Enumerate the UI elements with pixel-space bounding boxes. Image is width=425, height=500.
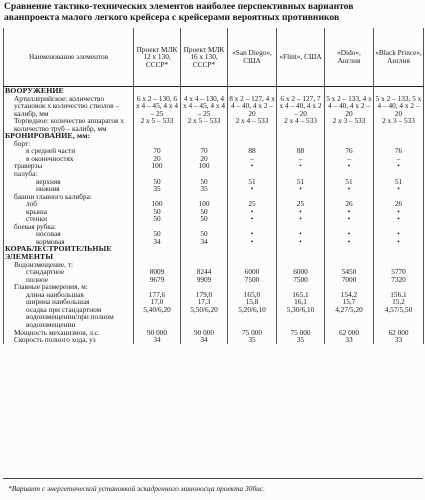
table-cell: 4 x 4 – 130, 4 x 4 – 45, 4 x 4 – 25	[181, 95, 228, 118]
table-cell: •	[228, 238, 277, 246]
section-row	[4, 245, 424, 260]
table-row	[4, 178, 424, 186]
row-label: лоб	[4, 200, 134, 208]
section-label: БРОНИРОВАНИЕ, мм:	[4, 132, 134, 140]
table-cell	[181, 132, 228, 140]
table-cell: •	[277, 215, 325, 223]
table-cell: •	[228, 162, 277, 170]
table-cell: 51	[277, 178, 325, 186]
table-row	[4, 200, 424, 208]
table-cell: 17,0	[134, 298, 181, 306]
table-row	[4, 268, 424, 276]
table-cell: 2 x 3 – 533	[374, 117, 424, 132]
row-label: осадка при стандартном водоизмещении/при полном водоизмещении	[4, 306, 134, 329]
table-cell	[181, 245, 228, 260]
title-line-1: Сравнение тактико-технических элементов наиболее перспективных вариантов	[4, 1, 354, 12]
table-cell: 90 000	[181, 329, 228, 337]
column-header-ship-1: Проект МЛК 12 x 130, СССР*	[134, 28, 181, 87]
table-cell: 70	[181, 147, 228, 155]
table-cell: 33	[374, 336, 424, 344]
column-header-ship-4: «Flint», США	[277, 28, 325, 87]
table-cell: 76	[325, 147, 374, 155]
table-cell: 35	[134, 185, 181, 193]
table-cell: 33	[325, 336, 374, 344]
table-cell: 5,40/6,20	[134, 306, 181, 329]
table-cell: 2 x 5 – 533	[134, 117, 181, 132]
table-row	[4, 155, 424, 163]
table-cell	[325, 245, 374, 260]
table-cell: 88	[228, 147, 277, 155]
table-cell: 50	[181, 230, 228, 238]
table-cell: –	[374, 155, 424, 163]
table-cell: •	[277, 162, 325, 170]
table-cell: 8009	[134, 268, 181, 276]
table-cell: •	[325, 238, 374, 246]
table-cell: •	[277, 185, 325, 193]
table-cell: 51	[228, 178, 277, 186]
table-cell: •	[374, 208, 424, 216]
table-cell: 75 000	[277, 329, 325, 337]
table-cell: 156,1	[374, 291, 424, 299]
table-cell: 75 000	[228, 329, 277, 337]
table-cell: 62 000	[325, 329, 374, 337]
table-cell: 20	[181, 155, 228, 163]
table-cell	[277, 132, 325, 140]
row-label: башни главного калибра:	[4, 193, 134, 201]
table-cell	[228, 132, 277, 140]
table-cell	[228, 245, 277, 260]
table-cell: •	[228, 230, 277, 238]
table-cell: 7000	[325, 276, 374, 284]
table-cell	[374, 245, 424, 260]
table-cell: 2 x 3 – 533	[325, 117, 374, 132]
table-row	[4, 208, 424, 216]
table-cell: •	[228, 185, 277, 193]
row-label: длина наибольшая	[4, 291, 134, 299]
table-cell: •	[228, 215, 277, 223]
table-cell: 25	[228, 200, 277, 208]
table-cell: 16,1	[277, 298, 325, 306]
row-label: в средней части	[4, 147, 134, 155]
table-cell: 179,0	[181, 291, 228, 299]
table-cell: 34	[134, 238, 181, 246]
table-cell: 9909	[181, 276, 228, 284]
row-label: в оконечностях	[4, 155, 134, 163]
table-cell: 7500	[277, 276, 325, 284]
table-row	[4, 306, 424, 329]
table-cell: 8 x 2 – 127, 4 x 4 – 40, 4 x 2 – 20	[229, 93, 275, 118]
table-cell: •	[374, 185, 424, 193]
column-header-ship-5: «Dido», Англия	[325, 28, 374, 87]
section-label: КОРАБЛЕСТРОИТЕЛЬНЫЕ ЭЛЕМЕНТЫ	[4, 245, 134, 260]
table-cell: 50	[134, 208, 181, 216]
table-cell: •	[325, 208, 374, 216]
table-cell	[277, 245, 325, 260]
table-cell: 100	[181, 162, 228, 170]
table-cell: •	[277, 208, 325, 216]
section-label: ВООРУЖЕНИЕ	[4, 87, 134, 95]
table-cell: 35	[277, 336, 325, 344]
table-cell	[134, 245, 181, 260]
table-cell: 6000	[228, 268, 277, 276]
row-label: борт:	[4, 140, 134, 148]
row-label: крыша	[4, 208, 134, 216]
table-cell: 88	[277, 147, 325, 155]
table-cell: 177,6	[134, 291, 181, 299]
table-cell: •	[374, 238, 424, 246]
table-cell: 50	[134, 215, 181, 223]
table-cell: 50	[134, 230, 181, 238]
row-label: Артиллерийское: количество установок x количество стволов – калибр, мм	[4, 95, 134, 118]
table-cell: 4,57/5,50	[374, 306, 424, 329]
table-cell: 165,0	[228, 291, 277, 299]
column-header-ship-2: Проект МЛК 16 x 130, СССР*	[181, 28, 228, 87]
row-label: Главные размерения, м:	[4, 283, 134, 291]
row-label: нижняя	[4, 185, 134, 193]
row-label: носовая	[4, 230, 134, 238]
column-header-ship-6: «Black Prince», Англия	[374, 28, 424, 87]
table-cell: 76	[374, 147, 424, 155]
table-cell: 6000	[277, 268, 325, 276]
table-cell: 90 000	[134, 329, 181, 337]
table-cell: •	[325, 230, 374, 238]
table-row	[4, 261, 424, 269]
table-cell: 51	[325, 178, 374, 186]
table-cell: •	[374, 230, 424, 238]
table-cell: 6 x 2 – 127, 7 x 4 – 40, 4 x 2 – 20	[277, 95, 325, 118]
table-cell: 34	[181, 336, 228, 344]
row-label: Мощность механизмов, л.с.	[4, 329, 134, 337]
row-label: верхняя	[4, 178, 134, 186]
table-row	[4, 162, 424, 170]
row-label: ширина наибольшая	[4, 298, 134, 306]
row-label: полное	[4, 276, 134, 284]
table-cell: 34	[181, 238, 228, 246]
table-row	[4, 223, 424, 231]
table-cell: •	[325, 185, 374, 193]
table-cell: 5,20/6,10	[228, 306, 277, 329]
comparison-table	[3, 28, 424, 344]
row-label: палуба:	[4, 170, 134, 178]
table-cell: 50	[181, 178, 228, 186]
table-row	[4, 95, 424, 118]
row-label: Торпедное: количество аппаратов x количество труб – калибр, мм	[4, 117, 134, 132]
table-cell: 2 x 4 – 533	[228, 117, 277, 132]
table-cell: 5 x 2 – 133, 5 x 4 – 40, 4 x 2 – 20	[374, 95, 424, 118]
table-row	[4, 215, 424, 223]
table-cell	[325, 132, 374, 140]
table-cell: 17,3	[181, 298, 228, 306]
column-header-element: Наименование элементов	[4, 28, 134, 87]
table-cell: •	[374, 215, 424, 223]
table-row	[4, 193, 424, 201]
table-cell: 15,7	[325, 298, 374, 306]
table-cell: 34	[134, 336, 181, 344]
table-cell: –	[277, 155, 325, 163]
table-cell: 20	[134, 155, 181, 163]
table-cell: •	[277, 230, 325, 238]
column-header-ship-3: «San Diego», США	[228, 28, 277, 87]
table-cell: 50	[181, 215, 228, 223]
table-cell: 9679	[134, 276, 181, 284]
table-cell: 50	[181, 208, 228, 216]
table-cell: 7320	[374, 276, 424, 284]
row-label: Скорость полного хода, уз	[4, 336, 134, 344]
table-cell: 100	[134, 162, 181, 170]
footnote-divider	[3, 478, 423, 479]
table-cell: 35	[181, 185, 228, 193]
table-cell: 15,8	[228, 298, 277, 306]
table-cell: 2 x 4 – 533	[277, 117, 325, 132]
table-cell: •	[374, 162, 424, 170]
table-cell: •	[277, 238, 325, 246]
table-cell: 5,50/6,20	[181, 306, 228, 329]
table-cell: 70	[134, 147, 181, 155]
table-cell: 100	[134, 200, 181, 208]
table-row	[4, 230, 424, 238]
table-cell: 100	[181, 200, 228, 208]
table-cell	[134, 132, 181, 140]
table-row	[4, 170, 424, 178]
table-cell: 5770	[374, 268, 424, 276]
table-cell: •	[228, 208, 277, 216]
table-cell: 15,2	[374, 298, 424, 306]
table-cell	[374, 132, 424, 140]
table-cell: 5450	[325, 268, 374, 276]
table-cell: 62 000	[374, 329, 424, 337]
table-cell: 4,27/5,20	[325, 306, 374, 329]
table-row	[4, 336, 424, 344]
table-cell: 5,30/6,10	[277, 306, 325, 329]
row-label: стенки	[4, 215, 134, 223]
table-cell: 5 x 2 – 133, 4 x 4 – 40, 4 x 2 – 20	[326, 93, 372, 118]
table-cell: •	[325, 162, 374, 170]
title-line-2: аванпроекта малого легкого крейсера с крейсерами вероятных противников	[4, 12, 340, 23]
table-cell: 165,1	[277, 291, 325, 299]
table-cell: 7500	[228, 276, 277, 284]
footnote: *Вариант с энергетической установкой эскадренного миноносца проекта 30бис.	[8, 484, 265, 493]
table-cell: 2 x 5 – 533	[181, 117, 228, 132]
row-label: кормовая	[4, 238, 134, 246]
row-label: боевая рубка:	[4, 223, 134, 231]
table-cell: 25	[277, 200, 325, 208]
table-row	[4, 117, 424, 132]
table-cell: –	[325, 155, 374, 163]
table-cell: 50	[134, 178, 181, 186]
table-cell: 8244	[181, 268, 228, 276]
table-cell: 154,2	[325, 291, 374, 299]
table-title	[4, 1, 422, 23]
table-cell: 26	[374, 200, 424, 208]
table-cell: 6 x 2 – 130, 6 x 4 – 45, 4 x 4 – 25	[134, 95, 181, 118]
table-cell: 35	[228, 336, 277, 344]
table-cell: –	[228, 155, 277, 163]
row-label: траверзы	[4, 162, 134, 170]
table-cell: •	[325, 215, 374, 223]
table-cell: 26	[325, 200, 374, 208]
row-label: Водоизмещение, т:	[4, 261, 134, 269]
section-row	[4, 132, 424, 140]
table-cell: 51	[374, 178, 424, 186]
row-label: стандартное	[4, 268, 134, 276]
